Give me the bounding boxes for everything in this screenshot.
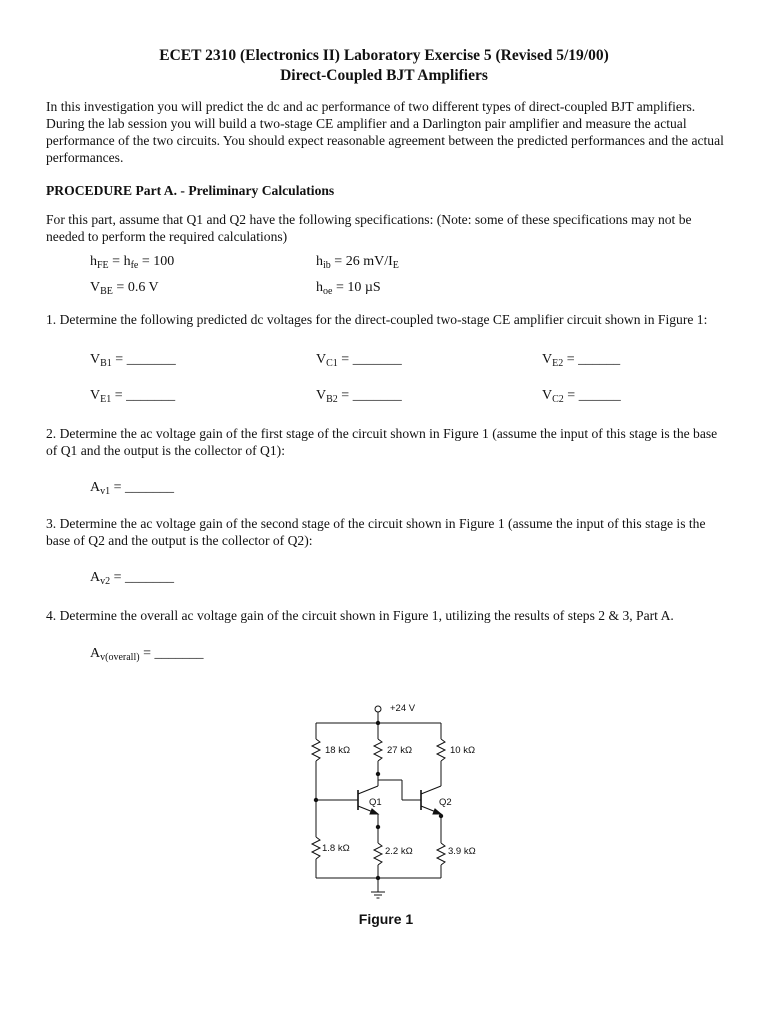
- label-q1: Q1: [369, 797, 382, 808]
- intro-paragraph: In this investigation you will predict the dc and ac performance of two different types of direct-coupled BJT amplifiers. During the lab session you will build a two-stage CE amplifier and a Darlington pair amplifier and measure the actual performance of the two circuits. You should expect reasonable agreement between the predicted performances and the actual performances.: [46, 99, 724, 165]
- spec-vbe: $V_{BE} = 0.6$ V: [90, 280, 159, 297]
- label-r6: 3.9 kΩ: [448, 846, 476, 857]
- blank-av-overall: $A_{v(overall)}$ = _______: [90, 646, 204, 663]
- circuit-diagram: [280, 690, 500, 910]
- spec-intro-paragraph: For this part, assume that Q1 and Q2 have the following specifications: (Note: some of these specifications may not be needed to perform the required calculations): [46, 212, 692, 244]
- step1-paragraph: 1. Determine the following predicted dc voltages for the direct-coupled two-stage CE amplifier circuit shown in Figure 1:: [46, 312, 708, 327]
- blank-vb2: $V_{B2}$ = _______: [316, 388, 402, 405]
- blank-vb1: $V_{B1}$ = _______: [90, 352, 176, 369]
- blank-ve2: $V_{E2}$ = ______: [542, 352, 621, 369]
- spec-hib: $h_{ib} = 26$ $mV/I_E$: [316, 254, 399, 271]
- blank-vc2: $V_{C2}$ = ______: [542, 388, 621, 405]
- spec-hoe: $h_{oe} = 10$ µS: [316, 280, 381, 297]
- blank-av1: $A_{v1}$ = _______: [90, 480, 175, 497]
- procedure-heading: PROCEDURE Part A. - Preliminary Calculations: [46, 183, 335, 198]
- step3-paragraph: 3. Determine the ac voltage gain of the second stage of the circuit shown in Figure 1 (assume the input of this stage is the base of Q2 and the output is the collector of Q2):: [46, 516, 706, 548]
- resistor-27k: [374, 739, 382, 761]
- spec-hfe: $h_{FE} = h_{fe} = 100$: [90, 254, 175, 271]
- label-supply: +24 V: [390, 703, 416, 714]
- document-subtitle: Direct-Coupled BJT Amplifiers: [280, 67, 488, 84]
- resistor-18k: [312, 739, 320, 761]
- blank-av2: $A_{v2}$ = _______: [90, 570, 175, 587]
- label-r2: 27 kΩ: [387, 745, 413, 756]
- label-r3: 10 kΩ: [450, 745, 476, 756]
- figure-caption: Figure 1: [358, 911, 414, 927]
- document-title: ECET 2310 (Electronics II) Laboratory Exercise 5 (Revised 5/19/00): [159, 47, 609, 64]
- supply-terminal: [375, 706, 381, 712]
- resistor-1.8k: [312, 837, 320, 859]
- step4-paragraph: 4. Determine the overall ac voltage gain of the circuit shown in Figure 1, utilizing the results of steps 2 & 3, Part A.: [46, 608, 674, 623]
- resistor-3.9k: [437, 843, 445, 865]
- blank-vc1: $V_{C1}$ = _______: [316, 352, 402, 369]
- step2-paragraph: 2. Determine the ac voltage gain of the first stage of the circuit shown in Figure 1 (assume the input of this stage is the base of Q1 and the output is the collector of Q1):: [46, 426, 718, 458]
- label-q2: Q2: [439, 797, 452, 808]
- resistor-2.2k: [374, 843, 382, 865]
- label-r1: 18 kΩ: [325, 745, 351, 756]
- resistor-10k: [437, 739, 445, 761]
- label-r5: 2.2 kΩ: [385, 846, 413, 857]
- blank-ve1: $V_{E1}$ = _______: [90, 388, 176, 405]
- label-r4: 1.8 kΩ: [322, 843, 350, 854]
